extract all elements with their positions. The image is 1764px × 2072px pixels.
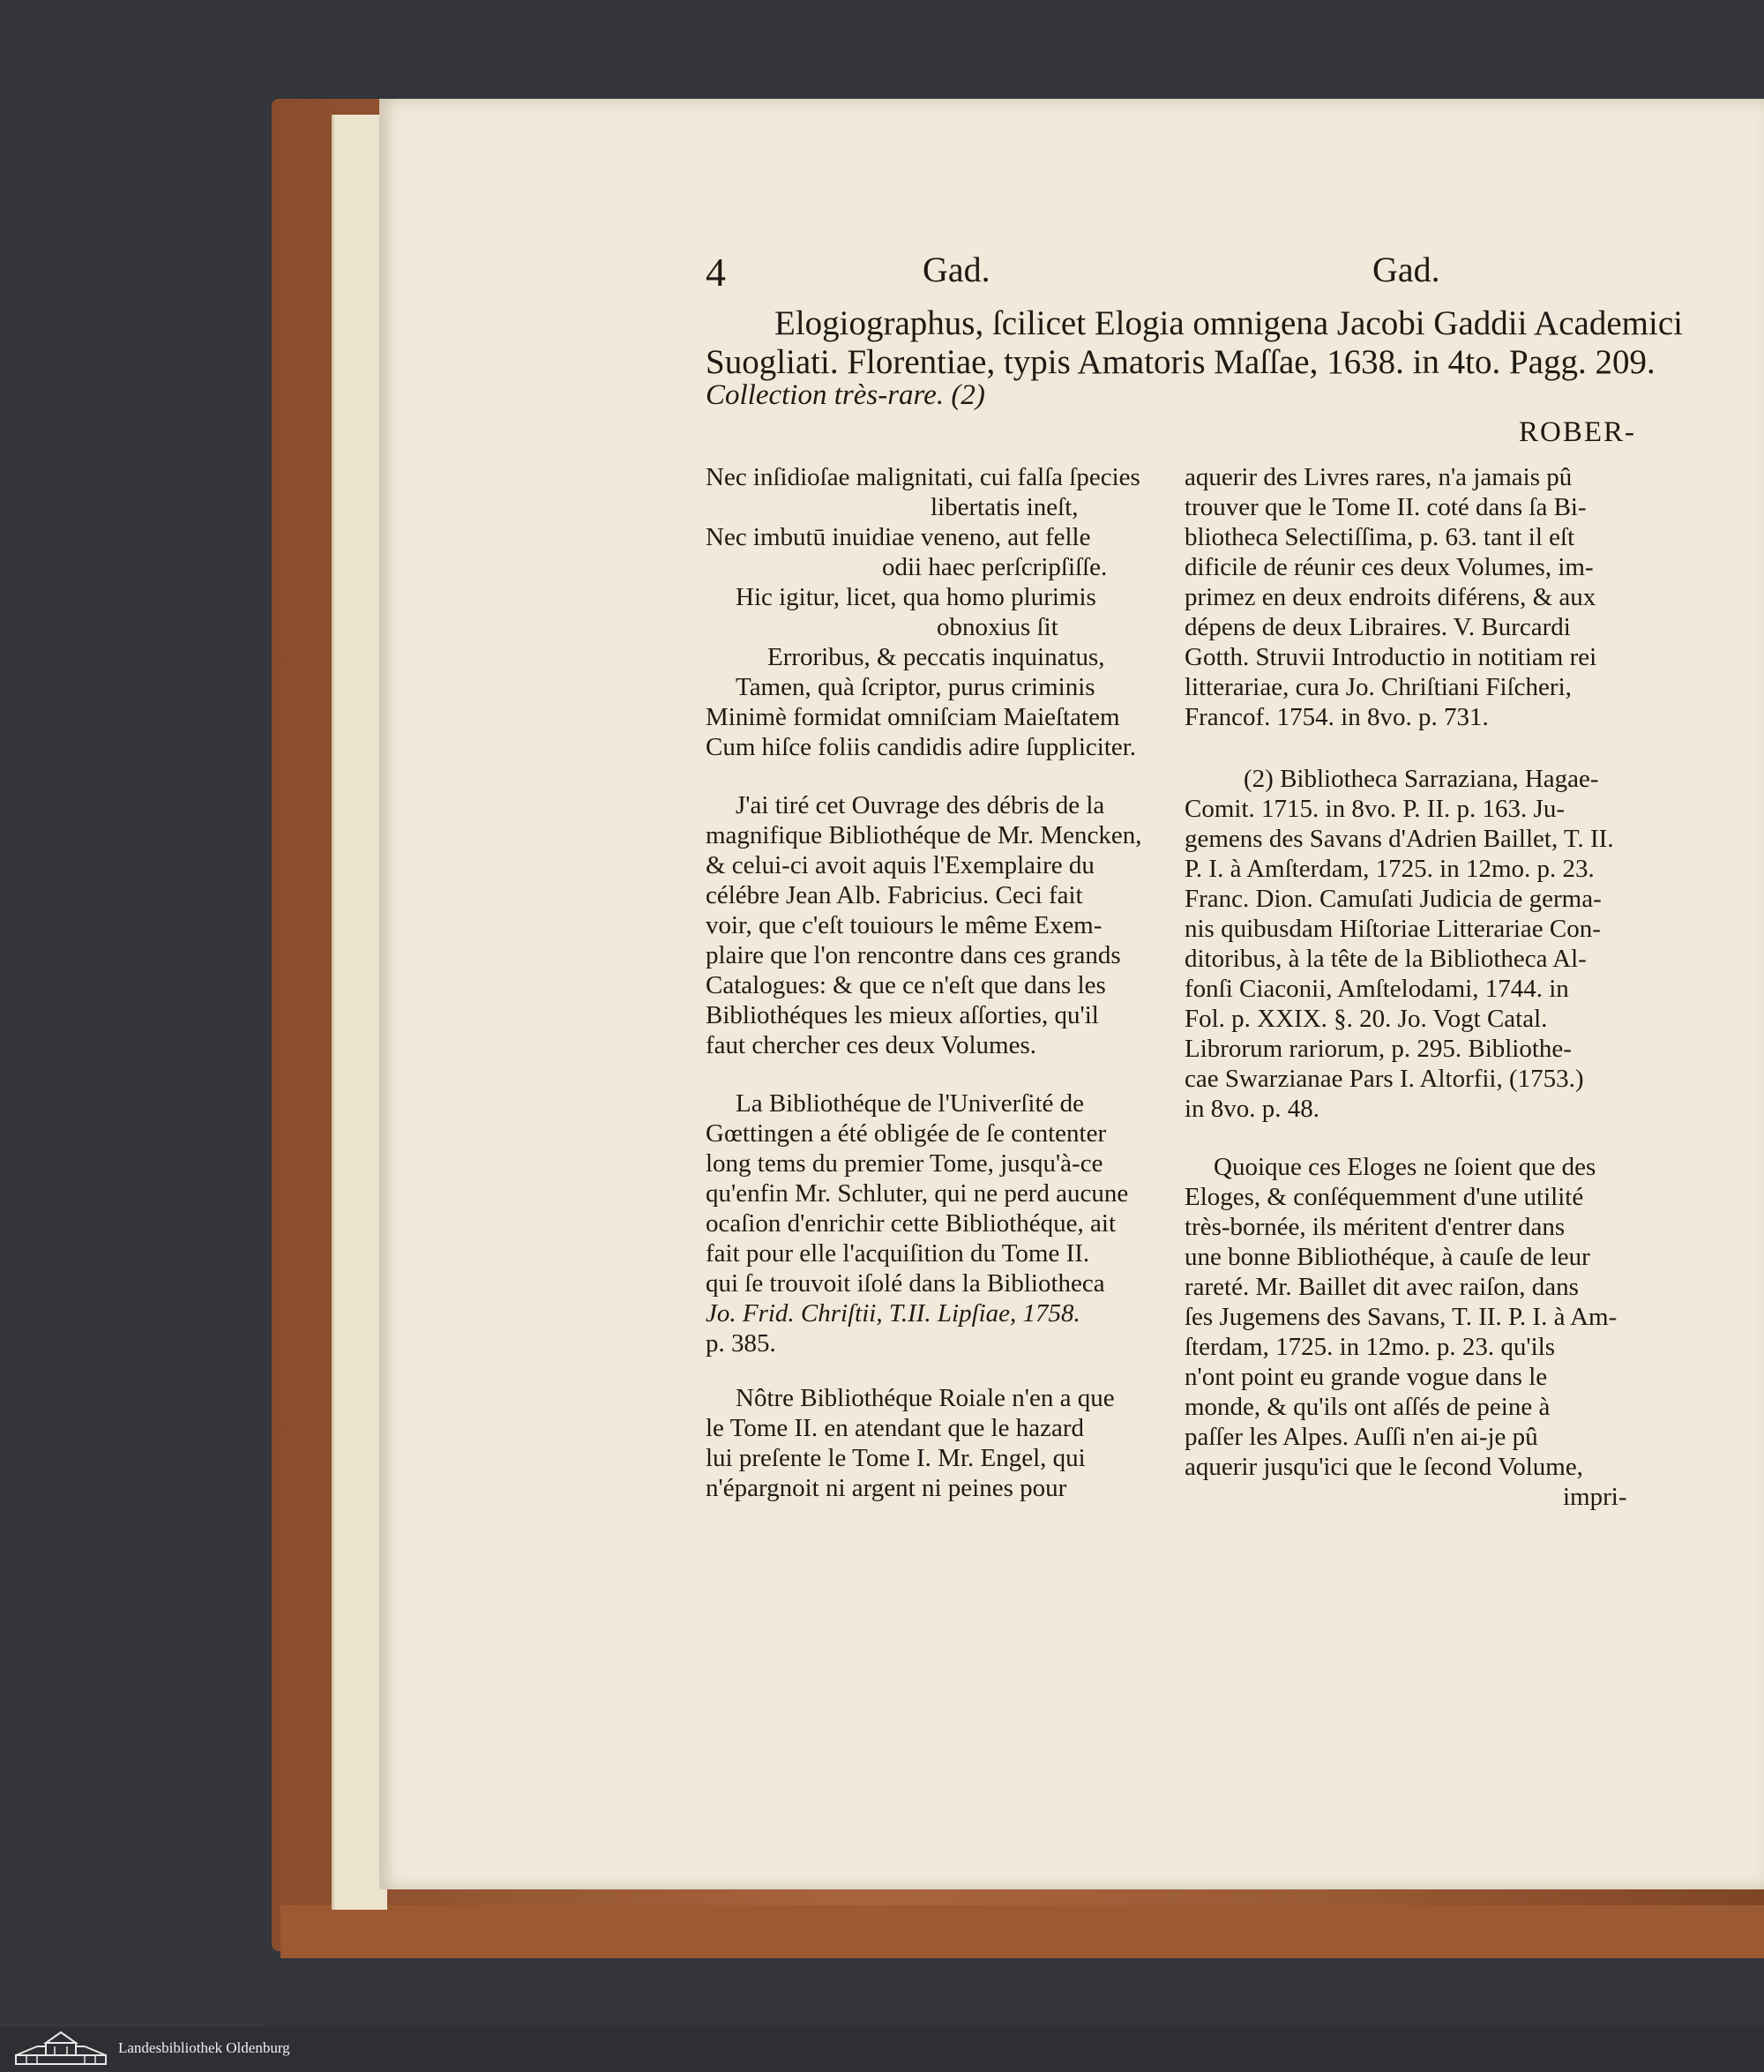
- left-line-14: célébre Jean Alb. Fabricius. Ceci fait: [706, 881, 1083, 909]
- left-line-23: qu'enfin Mr. Schluter, qui ne perd aucune: [706, 1179, 1129, 1208]
- title-line-3: Collection très-rare. (2): [706, 379, 985, 411]
- right-line-25: une bonne Bibliothéque, à cauſe de leur: [1185, 1243, 1590, 1271]
- right-line-7: Gotth. Struvii Introductio in notitiam rei: [1185, 643, 1597, 671]
- left-line-21: Gœttingen a été obligée de ſe contenter: [706, 1119, 1107, 1148]
- right-line-15: nis quibusdam Hiſtoriae Litterariae Con-: [1185, 915, 1601, 943]
- left-line-17: Catalogues: & que ce n'eſt que dans les: [706, 971, 1106, 999]
- right-line-16: ditoribus, à la tête de la Bibliotheca Al-: [1185, 945, 1587, 973]
- left-line-19: faut chercher ces deux Volumes.: [706, 1031, 1036, 1059]
- left-line-2: libertatis ineſt,: [931, 493, 1079, 521]
- right-line-21: in 8vo. p. 48.: [1185, 1095, 1320, 1123]
- right-line-20: cae Swarzianae Pars I. Altorfii, (1753.): [1185, 1065, 1584, 1093]
- right-line-3: bliotheca Selectiſſima, p. 63. tant il eſt: [1185, 523, 1575, 551]
- right-line-32: aquerir jusqu'ici que le ſecond Volume,: [1185, 1453, 1583, 1481]
- right-line-12: gemens des Savans d'Adrien Baillet, T. II.: [1185, 825, 1614, 853]
- right-line-10: (2) Bibliotheca Sarraziana, Hagae-: [1244, 765, 1599, 793]
- right-line-30: monde, & qu'ils ont aſſés de peine à: [1185, 1393, 1551, 1421]
- book-page: [379, 99, 1764, 1889]
- right-catchword: impri-: [1563, 1483, 1627, 1511]
- left-line-20: La Bibliothéque de l'Univerſité de: [736, 1089, 1084, 1118]
- right-line-1: aquerir des Livres rares, n'a jamais pû: [1185, 463, 1573, 491]
- left-line-7: Erroribus, & peccatis inquinatus,: [767, 643, 1105, 671]
- page-number: 4: [706, 250, 726, 295]
- left-line-16: plaire que l'on rencontre dans ces grands: [706, 941, 1121, 969]
- right-line-9: Francof. 1754. in 8vo. p. 731.: [1185, 703, 1489, 731]
- title-line-1: Elogiographus, ſcilicet Elogia omnigena Jacobi Gaddii Academici: [774, 304, 1683, 342]
- left-line-6: obnoxius ſit: [937, 613, 1058, 641]
- left-line-8: Tamen, quà ſcriptor, purus criminis: [736, 673, 1095, 701]
- right-line-17: fonſi Ciaconii, Amſtelodami, 1744. in: [1185, 975, 1569, 1003]
- left-line-11: J'ai tiré cet Ouvrage des débris de la: [736, 791, 1105, 819]
- right-line-26: rareté. Mr. Baillet dit avec raiſon, dans: [1185, 1273, 1579, 1301]
- right-line-2: trouver que le Tome II. coté dans ſa Bi-: [1185, 493, 1587, 521]
- library-building-logo-icon: [11, 2029, 111, 2068]
- right-line-4: dificile de réunir ces deux Volumes, im-: [1185, 553, 1594, 581]
- left-line-3: Nec imbutū inuidiae veneno, aut felle: [706, 523, 1091, 551]
- left-line-15: voir, que c'eſt touiours le même Exem-: [706, 911, 1102, 939]
- left-line-22: long tems du premier Tome, jusqu'à-ce: [706, 1149, 1103, 1178]
- right-line-24: très-bornée, ils méritent d'entrer dans: [1185, 1213, 1566, 1241]
- right-line-14: Franc. Dion. Camuſati Judicia de germa-: [1185, 885, 1602, 913]
- left-line-1: Nec inſidioſae malignitati, cui falſa ſpecies: [706, 463, 1140, 491]
- footer-institution-label: Landesbibliothek Oldenburg: [118, 2039, 290, 2056]
- catchword-rober: ROBER-: [1519, 416, 1637, 448]
- running-head-right: Gad.: [1372, 250, 1440, 289]
- title-line-2: Suogliati. Florentiae, typis Amatoris Maſſae, 1638. in 4to. Pagg. 209.: [706, 343, 1656, 381]
- left-line-25: fait pour elle l'acquiſition du Tome II.: [706, 1239, 1090, 1268]
- right-line-19: Librorum rariorum, p. 295. Bibliothe-: [1185, 1035, 1572, 1063]
- left-line-4: odii haec perſcripſiſſe.: [882, 553, 1108, 581]
- right-line-28: ſterdam, 1725. in 12mo. p. 23. qu'ils: [1185, 1333, 1556, 1361]
- left-line-28: p. 385.: [706, 1329, 776, 1358]
- left-line-30: le Tome II. en atendant que le hazard: [706, 1414, 1085, 1442]
- running-head-left: Gad.: [923, 250, 990, 289]
- background-left: [0, 0, 265, 2027]
- left-line-26: qui ſe trouvoit iſolé dans la Bibliotheca: [706, 1269, 1105, 1298]
- left-line-10: Cum hiſce foliis candidis adire ſuppliciter.: [706, 733, 1137, 761]
- left-line-32: n'épargnoit ni argent ni peines pour: [706, 1474, 1067, 1502]
- left-line-24: ocaſion d'enrichir cette Bibliothéque, ait: [706, 1209, 1117, 1238]
- right-line-31: paſſer les Alpes. Auſſi n'en ai-je pû: [1185, 1423, 1538, 1451]
- right-line-13: P. I. à Amſterdam, 1725. in 12mo. p. 23.: [1185, 855, 1595, 883]
- right-line-27: ſes Jugemens des Savans, T. II. P. I. à Am-: [1185, 1303, 1618, 1331]
- left-line-29: Nôtre Bibliothéque Roiale n'en a que: [736, 1384, 1115, 1412]
- left-line-18: Bibliothéques les mieux aſſorties, qu'il: [706, 1001, 1099, 1029]
- left-line-31: lui preſente le Tome I. Mr. Engel, qui: [706, 1444, 1086, 1472]
- right-line-29: n'ont point eu grande vogue dans le: [1185, 1363, 1548, 1391]
- right-line-23: Eloges, & conſéquemment d'une utilité: [1185, 1183, 1584, 1211]
- left-line-13: & celui-ci avoit aquis l'Exemplaire du: [706, 851, 1095, 879]
- left-line-5: Hic igitur, licet, qua homo plurimis: [736, 583, 1096, 611]
- right-line-22: Quoique ces Eloges ne ſoient que des: [1214, 1153, 1596, 1181]
- right-line-8: litterariae, cura Jo. Chriſtiani Fiſcheri,: [1185, 673, 1572, 701]
- left-line-12: magnifique Bibliothéque de Mr. Mencken,: [706, 821, 1142, 849]
- left-line-9: Minimè formidat omniſciam Maieſtatem: [706, 703, 1120, 731]
- left-line-27: Jo. Frid. Chriſtii, T.II. Lipſiae, 1758.: [706, 1299, 1080, 1328]
- right-line-5: primez en deux endroits diférens, & aux: [1185, 583, 1596, 611]
- right-line-11: Comit. 1715. in 8vo. P. II. p. 163. Ju-: [1185, 795, 1565, 823]
- right-line-6: dépens de deux Libraires. V. Burcardi: [1185, 613, 1571, 641]
- right-line-18: Fol. p. XXIX. §. 20. Jo. Vogt Catal.: [1185, 1005, 1548, 1033]
- book-cover-bottom-edge: [280, 1905, 1764, 1958]
